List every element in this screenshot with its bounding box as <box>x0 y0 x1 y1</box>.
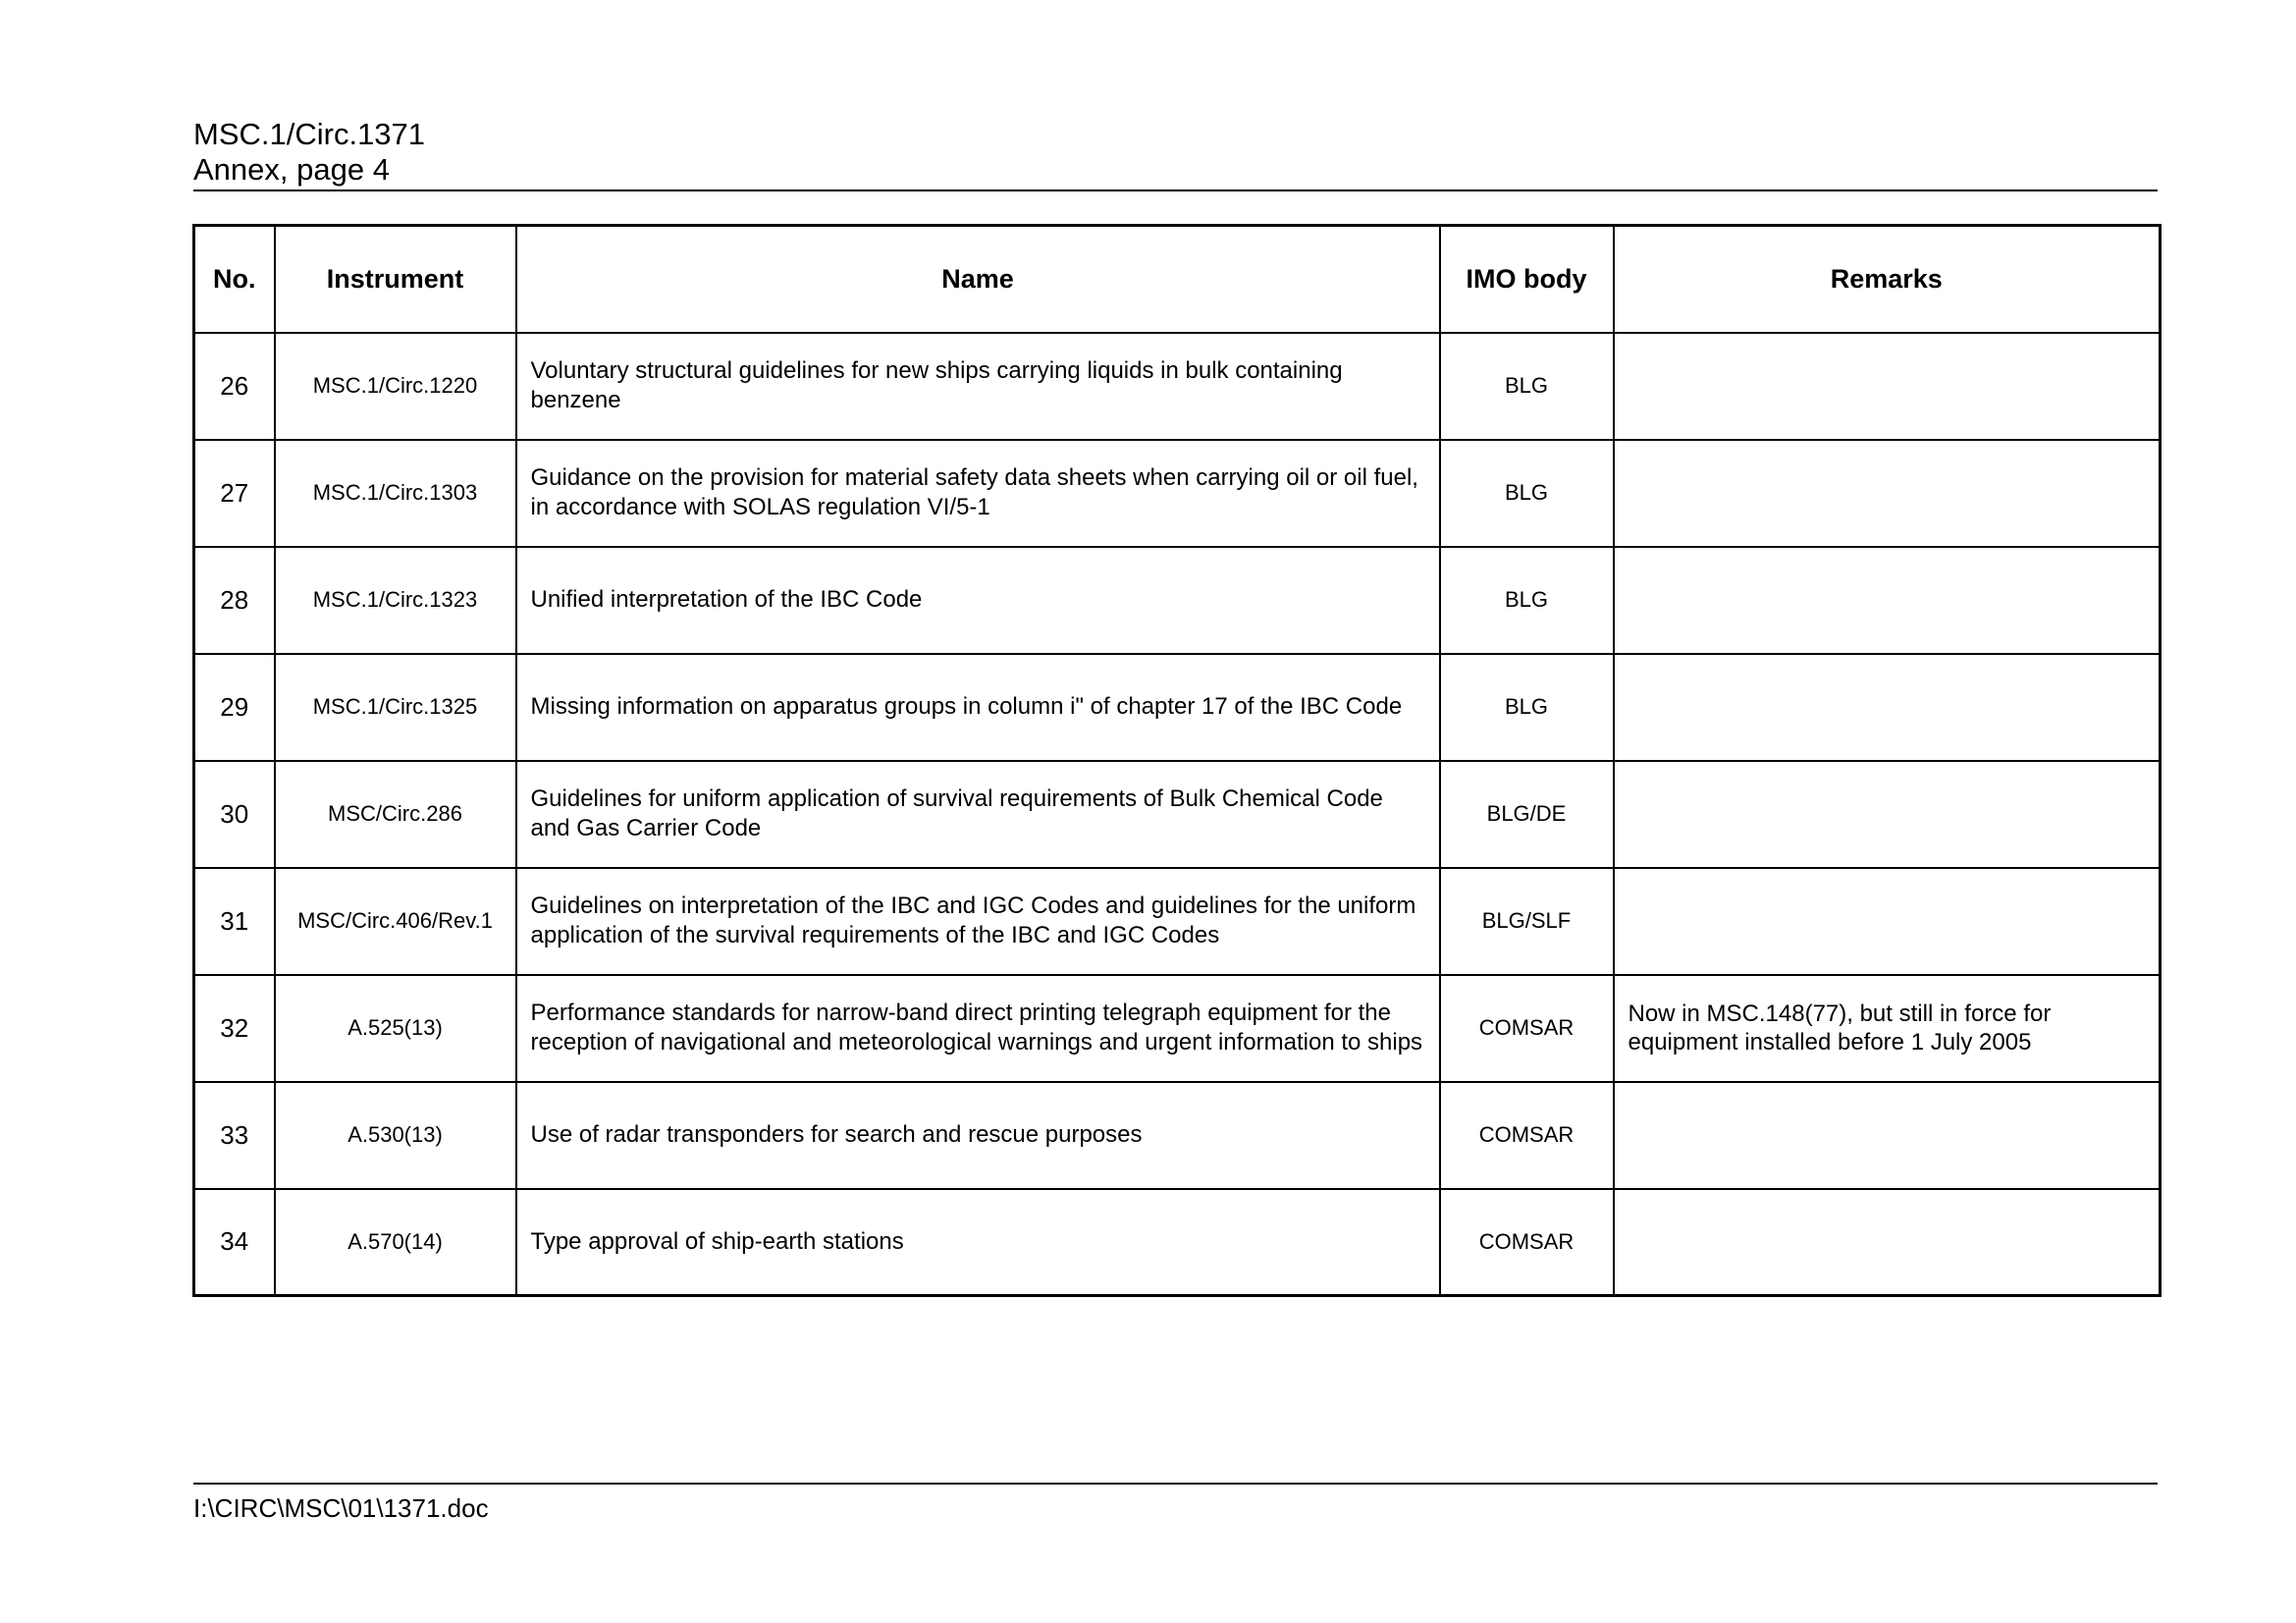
page-header <box>193 117 2158 191</box>
row-imo-body: BLG <box>1440 333 1614 440</box>
file-path: I:\CIRC\MSC\01\1371.doc <box>193 1493 489 1523</box>
row-remarks <box>1614 333 2161 440</box>
row-instrument: A.530(13) <box>275 1082 516 1189</box>
row-remarks <box>1614 440 2161 547</box>
page-reference: Annex, page 4 <box>193 152 390 187</box>
row-name: Type approval of ship-earth stations <box>516 1189 1440 1296</box>
table-header-row <box>194 226 2161 333</box>
row-imo-body: COMSAR <box>1440 975 1614 1082</box>
column-header-name: Name <box>516 226 1440 333</box>
row-remarks <box>1614 868 2161 975</box>
row-name: Voluntary structural guidelines for new ships carrying liquids in bulk containing benzene <box>516 333 1440 440</box>
row-name: Guidelines on interpretation of the IBC and IGC Codes and guidelines for the uniform application of the survival requirements of the IBC and IGC Codes <box>516 868 1440 975</box>
row-remarks <box>1614 654 2161 761</box>
table-row <box>194 1189 2161 1296</box>
row-number: 34 <box>194 1189 275 1296</box>
row-instrument: MSC.1/Circ.1303 <box>275 440 516 547</box>
document-reference: MSC.1/Circ.1371 <box>193 117 426 151</box>
table-row <box>194 333 2161 440</box>
row-number: 32 <box>194 975 275 1082</box>
row-imo-body: BLG/DE <box>1440 761 1614 868</box>
row-instrument: MSC/Circ.406/Rev.1 <box>275 868 516 975</box>
row-name: Guidance on the provision for material safety data sheets when carrying oil or oil fuel, in accordance with SOLAS regulation VI/5-1 <box>516 440 1440 547</box>
row-instrument: MSC.1/Circ.1220 <box>275 333 516 440</box>
column-header-no: No. <box>194 226 275 333</box>
row-number: 33 <box>194 1082 275 1189</box>
table-row <box>194 654 2161 761</box>
row-instrument: MSC.1/Circ.1323 <box>275 547 516 654</box>
row-number: 26 <box>194 333 275 440</box>
row-remarks <box>1614 1082 2161 1189</box>
row-number: 27 <box>194 440 275 547</box>
row-number: 28 <box>194 547 275 654</box>
column-header-remarks: Remarks <box>1614 226 2161 333</box>
column-header-instrument: Instrument <box>275 226 516 333</box>
page-footer <box>193 1483 2158 1524</box>
row-imo-body: BLG <box>1440 440 1614 547</box>
row-name: Performance standards for narrow-band direct printing telegraph equipment for the reception of navigational and meteorological warnings and urgent information to ships <box>516 975 1440 1082</box>
row-name: Guidelines for uniform application of survival requirements of Bulk Chemical Code and Gas Carrier Code <box>516 761 1440 868</box>
table-row <box>194 440 2161 547</box>
row-imo-body: BLG/SLF <box>1440 868 1614 975</box>
table-row <box>194 1082 2161 1189</box>
row-imo-body: BLG <box>1440 547 1614 654</box>
instruments-table <box>192 224 2162 1297</box>
row-remarks <box>1614 547 2161 654</box>
column-header-imo-body: IMO body <box>1440 226 1614 333</box>
row-instrument: A.570(14) <box>275 1189 516 1296</box>
table-row <box>194 547 2161 654</box>
row-name: Unified interpretation of the IBC Code <box>516 547 1440 654</box>
table-row <box>194 761 2161 868</box>
row-imo-body: BLG <box>1440 654 1614 761</box>
row-instrument: MSC.1/Circ.1325 <box>275 654 516 761</box>
row-remarks <box>1614 1189 2161 1296</box>
row-remarks: Now in MSC.148(77), but still in force for equipment installed before 1 July 2005 <box>1614 975 2161 1082</box>
row-number: 31 <box>194 868 275 975</box>
row-instrument: A.525(13) <box>275 975 516 1082</box>
row-instrument: MSC/Circ.286 <box>275 761 516 868</box>
row-number: 30 <box>194 761 275 868</box>
row-name: Missing information on apparatus groups in column i" of chapter 17 of the IBC Code <box>516 654 1440 761</box>
table-row <box>194 868 2161 975</box>
row-imo-body: COMSAR <box>1440 1189 1614 1296</box>
row-remarks <box>1614 761 2161 868</box>
table-row <box>194 975 2161 1082</box>
row-name: Use of radar transponders for search and rescue purposes <box>516 1082 1440 1189</box>
row-number: 29 <box>194 654 275 761</box>
row-imo-body: COMSAR <box>1440 1082 1614 1189</box>
